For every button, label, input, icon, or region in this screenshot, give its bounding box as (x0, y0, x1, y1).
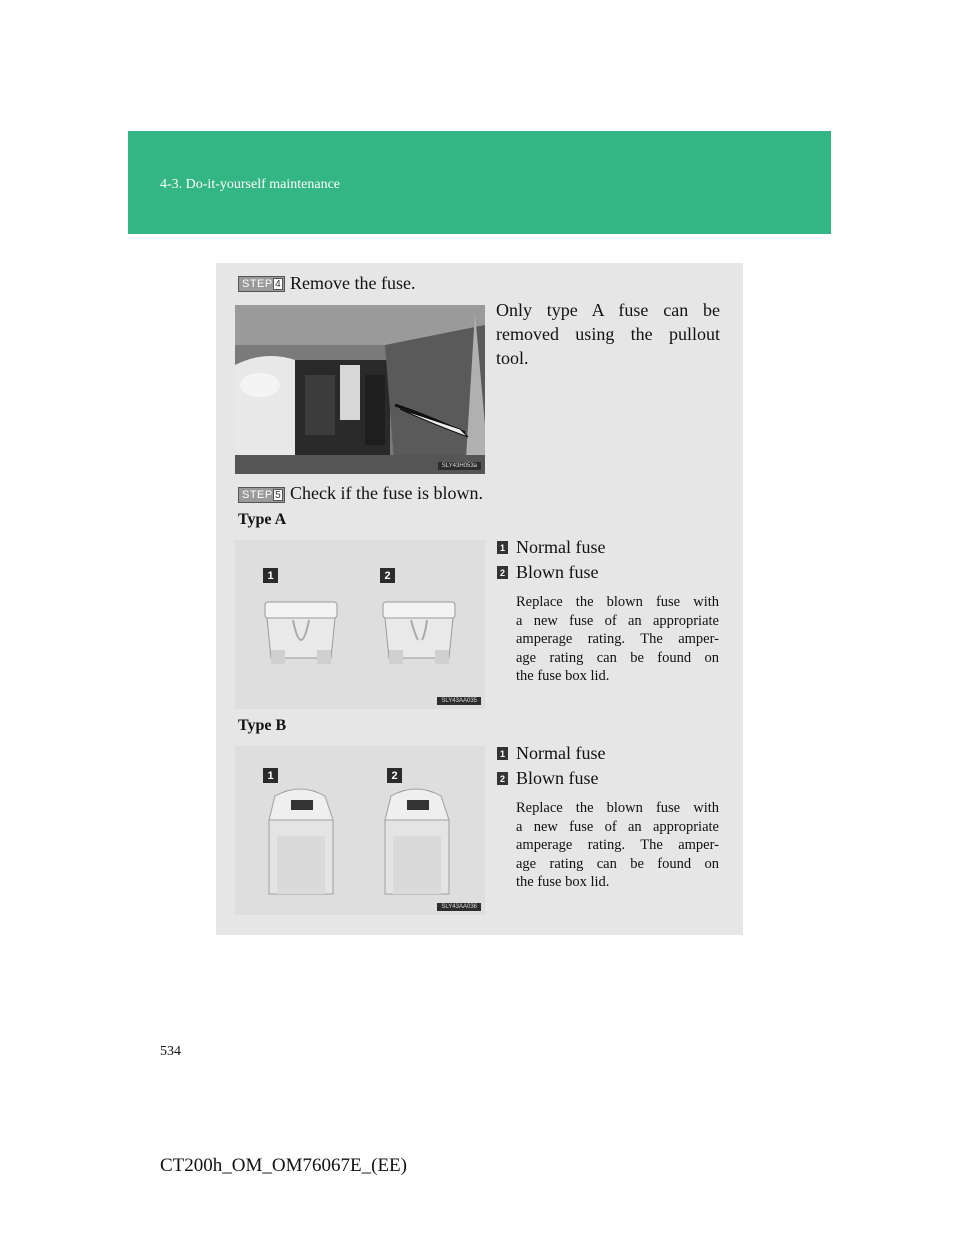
number-1-icon: 1 (497, 747, 508, 760)
note-line: a new fuse of an appropriate (516, 818, 719, 835)
note-line: age rating can be found on (516, 649, 719, 666)
type-a-note (516, 593, 719, 686)
type-b-note (516, 799, 719, 892)
step-4-paragraph (496, 298, 720, 370)
note-line: amperage rating. The amper- (516, 837, 719, 853)
type-a-item-1 (497, 537, 605, 558)
image-code: SLY43H053a (438, 462, 481, 470)
paragraph-line: tool. (496, 348, 529, 368)
type-b-label: Type B (238, 717, 287, 734)
item-text: Blown fuse (516, 562, 599, 582)
callout-1: 1 (267, 569, 274, 582)
step-word: STEP (242, 278, 273, 290)
step-word: STEP (242, 489, 273, 501)
step-number: 4 (273, 278, 283, 290)
item-text: Normal fuse (516, 743, 606, 763)
note-line: the fuse box lid. (516, 874, 610, 890)
step-4-badge (238, 276, 285, 292)
type-a-fuse-image (235, 540, 485, 709)
step-number: 5 (273, 489, 283, 501)
item-text: Blown fuse (516, 768, 599, 788)
callout-2: 2 (384, 569, 391, 582)
image-code: SLY43AA036 (437, 903, 481, 911)
note-line: a new fuse of an appropriate (516, 612, 719, 629)
step-4-text: Remove the fuse. (290, 273, 416, 293)
type-b-item-2 (497, 768, 599, 789)
section-title: 4-3. Do-it-yourself maintenance (160, 177, 340, 192)
note-line: the fuse box lid. (516, 668, 610, 684)
number-1-icon: 1 (497, 541, 508, 554)
engine-photo-illustration (235, 305, 485, 474)
number-2-icon: 2 (497, 566, 508, 579)
step-5-badge (238, 487, 285, 503)
note-line: amperage rating. The amper- (516, 631, 719, 647)
type-b-fuse-image (235, 746, 485, 915)
callout-2: 2 (391, 769, 398, 782)
note-line: Replace the blown fuse with (516, 800, 719, 816)
number-2-icon: 2 (497, 772, 508, 785)
note-line: age rating can be found on (516, 855, 719, 872)
note-line: Replace the blown fuse with (516, 594, 719, 610)
type-a-fuse-illustration (235, 540, 485, 709)
engine-fuse-box-photo (235, 305, 485, 474)
document-code: CT200h_OM_OM76067E_(EE) (160, 1155, 407, 1176)
callout-1: 1 (267, 769, 274, 782)
type-b-item-1 (497, 743, 605, 764)
type-a-item-2 (497, 562, 599, 583)
paragraph-line: Only type A fuse can be (496, 300, 720, 320)
page-number: 534 (160, 1044, 181, 1059)
item-text: Normal fuse (516, 537, 606, 557)
image-code: SLY43AA035 (437, 697, 481, 705)
paragraph-line: removed using the pullout (496, 324, 720, 344)
step-5-text: Check if the fuse is blown. (290, 483, 483, 503)
type-a-label: Type A (238, 511, 287, 528)
